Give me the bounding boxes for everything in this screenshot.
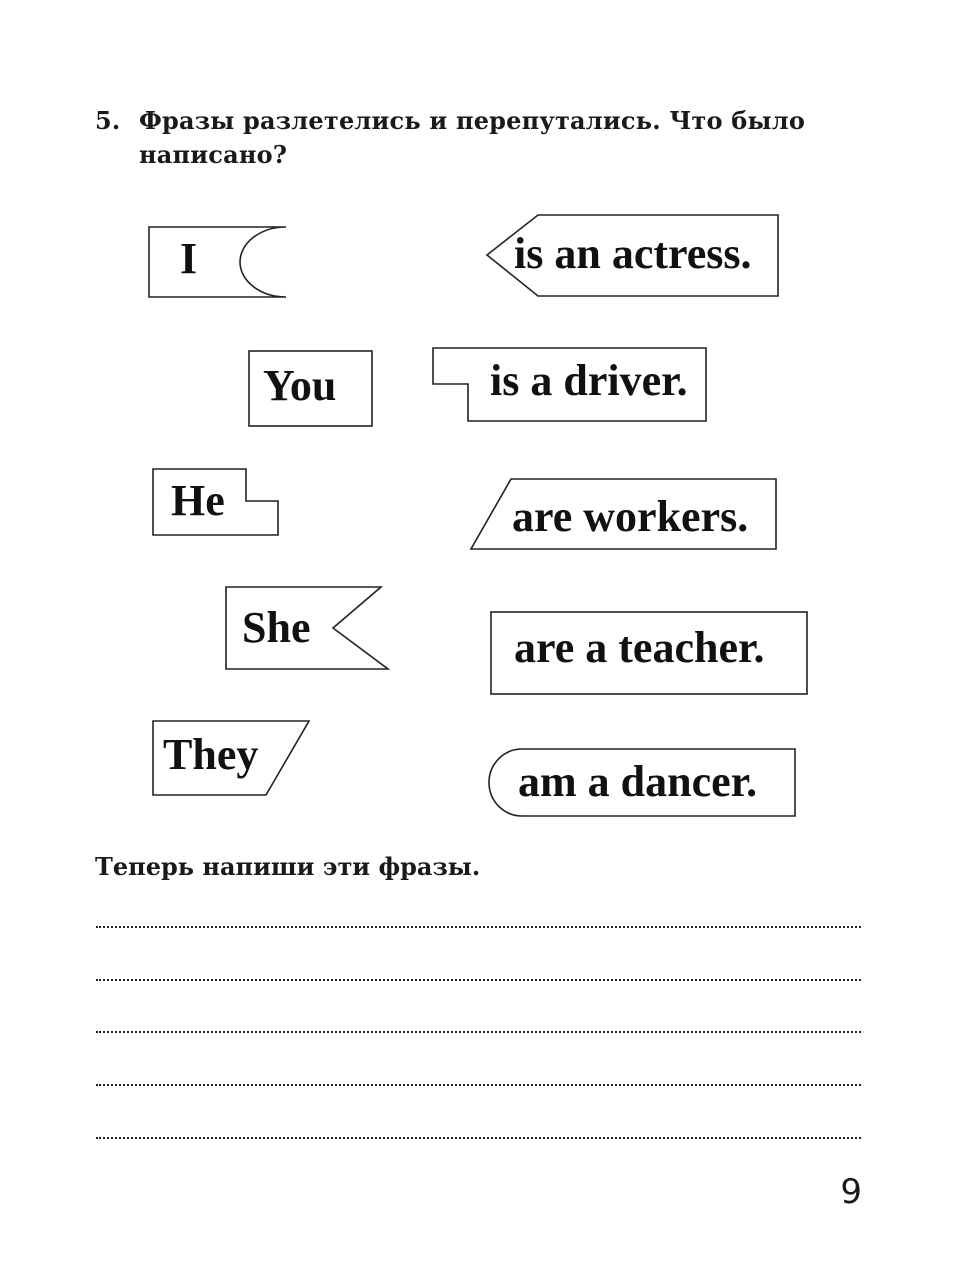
answer-line[interactable] — [96, 1137, 861, 1139]
predicate-phrase: are workers. — [512, 492, 749, 541]
predicate-card-is-a-driver[interactable] — [432, 347, 708, 422]
subject-card-i[interactable] — [148, 226, 288, 298]
subject-word: You — [263, 361, 337, 410]
predicate-phrase: is an actress. — [514, 229, 752, 278]
exercise-instruction: Фразы разлетелись и перепутались. Что было написано? — [139, 106, 806, 169]
subject-card-they[interactable] — [152, 720, 310, 796]
predicate-card-is-an-actress[interactable] — [486, 214, 780, 297]
subject-card-you[interactable] — [248, 350, 373, 427]
predicate-card-are-a-teacher[interactable] — [490, 611, 808, 695]
subject-card-he[interactable] — [152, 468, 279, 536]
predicate-card-am-a-dancer[interactable] — [488, 748, 797, 817]
card-outline — [148, 226, 288, 298]
subject-word: She — [242, 603, 311, 652]
subject-word: He — [171, 476, 225, 525]
predicate-phrase: am a dancer. — [518, 757, 758, 806]
subject-word: I — [180, 234, 198, 283]
write-phrases-instruction: Теперь напиши эти фразы. — [95, 852, 481, 881]
subject-card-she[interactable] — [225, 586, 389, 670]
predicate-phrase: is a driver. — [490, 356, 688, 405]
exercise-number: 5. — [95, 106, 121, 135]
answer-line[interactable] — [96, 926, 861, 928]
answer-line[interactable] — [96, 1084, 861, 1086]
subject-word: They — [163, 730, 259, 779]
answer-line[interactable] — [96, 1031, 861, 1033]
predicate-phrase: are a teacher. — [514, 623, 765, 672]
predicate-card-are-workers[interactable] — [470, 478, 778, 550]
answer-line[interactable] — [96, 979, 861, 981]
page-number: 9 — [840, 1172, 862, 1212]
